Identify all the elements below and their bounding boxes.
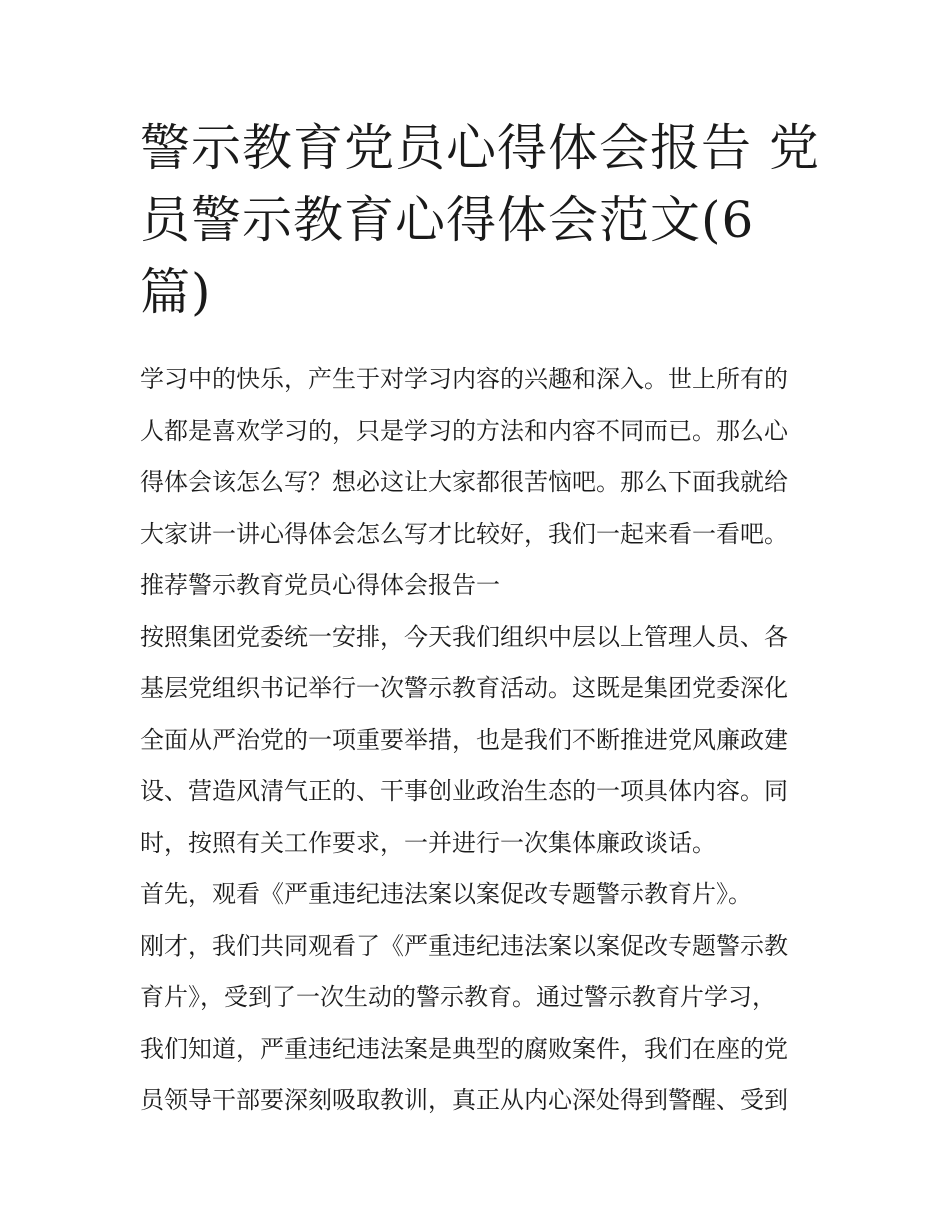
body-line: 首先，观看《严重违纪违法案以案促改专题警示教育片》。 [140,880,752,908]
section-heading: 推荐警示教育党员心得体会报告一 [140,571,500,599]
body-line: 刚才，我们共同观看了《严重违纪违法案以案促改专题警示教 [140,931,788,960]
document-title [140,112,820,328]
body-line: 人都是喜欢学习的，只是学习的方法和内容不同而已。那么心 [140,416,788,445]
body-line: 全面从严治党的一项重要举措，也是我们不断推进党风廉政建 [140,725,788,754]
body-line: 时，按照有关工作要求，一并进行一次集体廉政谈话。 [140,828,716,857]
title-line: 警示教育党员心得体会报告 党 [140,119,820,177]
body-line: 设、营造风清气正的、干事创业政治生态的一项具体内容。同 [140,777,788,805]
title-line: 篇) [140,263,212,321]
body-line: 基层党组织书记举行一次警示教育活动。这既是集团党委深化 [140,674,788,702]
body-line: 我们知道，严重违纪违法案是典型的腐败案件，我们在座的党 [140,1034,788,1063]
body-line: 学习中的快乐，产生于对学习内容的兴趣和深入。世上所有的 [140,365,788,393]
body-line: 得体会该怎么写？想必这让大家都很苦恼吧。那么下面我就给 [140,468,788,496]
document-body [140,354,820,1127]
body-line: 员领导干部要深刻吸取教训，真正从内心深处得到警醒、受到 [140,1086,788,1114]
title-line: 员警示教育心得体会范文(6 [140,191,755,249]
body-line: 按照集团党委统一安排，今天我们组织中层以上管理人员、各 [140,622,788,651]
body-line: 育片》，受到了一次生动的警示教育。通过警示教育片学习， [140,983,776,1011]
body-line: 大家讲一讲心得体会怎么写才比较好，我们一起来看一看吧。 [140,519,788,548]
